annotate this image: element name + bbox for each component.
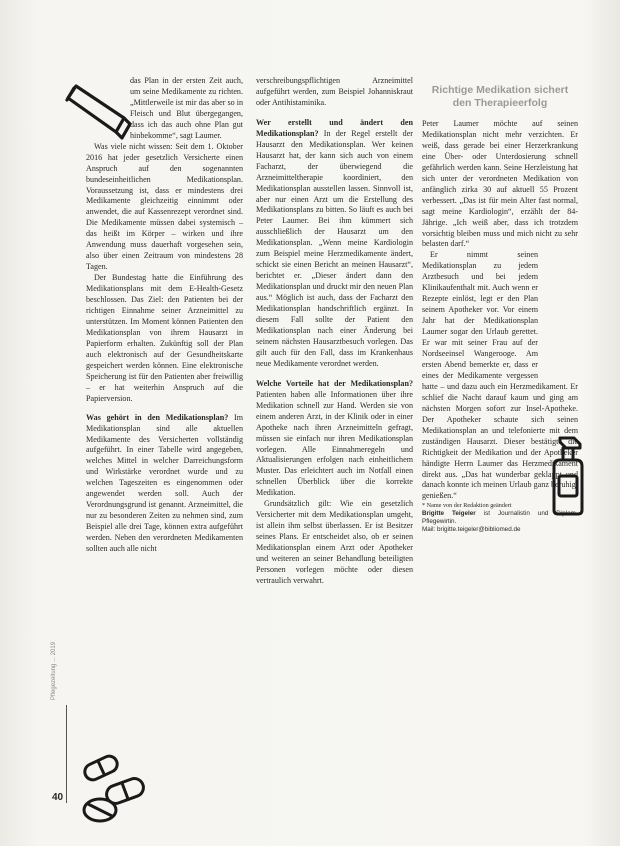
spray-bottle-icon [546,432,588,518]
side-running-label: Pflegezeitung ... 2019 [51,641,57,700]
pills-icon [80,752,152,828]
col2-paragraph-1: verschreibungspflichtigen Arzneimittel aufgeführt werden, zum Beispiel Johanniskraut oder Antihistaminika. [256,76,413,107]
col1-paragraph-3: Der Bundestag hatte die Einführung des Medikationsplans mit dem E-Health-Gesetz beschlossen. Das Ziel: den Patienten bei der richtigen Einnahme seiner Arzneimittel zu unterstützen. Im Moment können Patienten den Medikationsplan von ihrem Hausarzt in Papierform erhalten. Zukünftig soll der Plan auch elektronisch auf der Gesundheitskarte gespeichert werden können. Eine elektronische Speicherung ist für den Patienten aber freiwillig – er hat weiterhin Anspruch auf die Papierversion. [86,273,243,403]
page-margin-rule [66,705,67,803]
col1-paragraph-4: Was gehört in den Medikationsplan? Im Medikationsplan sind alle aktuellen Medikamente des Versicherten vollständig aufgeführt. In einer Tabelle wird angegeben, welches Mittel in welcher Darreichungsform und Wirkstärke verordnet wurde und zu welchen Tageszeiten es eingenommen oder angewendet werden soll. Auch der Verordnungsgrund ist genannt. Arzneimittel, die nur zu besonderen Zeiten zu nehmen sind, zum Beispiel alle drei Tage, können extra aufgeführt werden. Neben den verordneten Medikamenten sollten auch alle nicht [86,412,244,554]
sidebar-title: Richtige Medikation sichert den Therapieerfolg [431,84,569,109]
col2-paragraph-3: Welche Vorteile hat der Medikationsplan? Patienten haben alle Informationen über ihre Medikation schnell zur Hand. Werden sie von einem anderen Arzt, in der Klinik oder in einer Apotheke nach ihren Arzneimitteln gefragt, müssen sie einfach nur ihren Medikationsplan vorlegen. Alle Einnahmeregeln und Aktualisierungen erfolgen nach einheitlichem Muster. Das erleichtert auch im Notfall einen schnellen Überblick über die korrekte Medikation. [256,378,413,498]
col1-subheading: Was gehört in den Medikationsplan? [86,412,229,422]
column-1 [86,76,243,555]
col2-paragraph-4: Grundsätzlich gilt: Wie ein gesetzlich Versicherter mit dem Medikationsplan umgeht, ist allein ihm selbst überlassen. Er ist Besitzer seines Plans. Er entscheidet also, ob er seinen Medikationsplan einem Arzt oder Apotheker und weiteren an seiner Behandlung beteiligten Personen vorlegen möchte oder diesen vertraulich verwahrt. [256,499,413,585]
col3-paragraph-2: Er nimmt seinen Medikationsplan zu jedem Arztbesuch und bei jedem Klinikaufenthalt mit. Auch wenn er Rezepte einlöst, legt er den Plan seinem Apotheker vor. Vor einem Jahr hat der Medikationsplan Laumer sogar den Urlaub gerettet. Er war mit seiner Frau auf der Nordseeinsel Wangerooge. Am ersten Abend bemerkte er, dass er eines der Medikamente vergessen hatte – und dazu auch ein Herzmedikament. Er schlief die Nacht darauf kaum und ging am nächsten Morgen sofort zur Insel-Apotheke. Der Apotheker schaute sich seinen Medikationsplan an und telefonierte mit dem zuständigen Hausarzt. Dieser bestätigte die Richtigkeit der Medikation und der Apotheker händigte Herrn Laumer das Herzmedikament direkt aus. „Das hat wunderbar geklappt und danach konnte ich meinen Urlaub ganz beruhigt genießen.“ [422,250,578,501]
column-2 [256,76,413,587]
col2-paragraph-2: Wer erstellt und ändert den Medikationsplan? In der Regel erstellt der Hausarzt den Medikationsplan. Wer keinen Hausarzt hat, der kann sich auch von einem Facharzt, der überwiegend die Arzneimitteltherapie koordiniert, den Medikationsplan ausstellen lassen. Sinnvoll ist, aber nur einen Arzt um die Erstellung des Medikationsplans zu bitten. So läuft es auch bei Peter Laumer. Bei ihm kümmert sich ausschließlich der Hausarzt um den Medikationsplan. „Wenn meine Kardiologin zum Beispiel meine Herzmedikamente ändert, schickt sie einen Bericht an meinen Hausarzt“, berichtet er. „Dieser ändert dann den Medikationsplan und druckt mir den neuen Plan aus.“ Möglich ist auch, dass der Facharzt den Medikationsplan handschriftlich ergänzt. In diesem Fall sollte der Patient den Medikationsplan nach einer Änderung bei seinem nächsten Hausarztbesuch vorlegen. Das gilt auch für den Fall, dass im Krankenhaus neue Medikamente verordnet werden. [256,117,413,368]
col1-paragraph-2: Was viele nicht wissen: Seit dem 1. Oktober 2016 hat jeder gesetzlich Versicherte einen Anspruch auf den sogenannten bundeseinheitlichen Medikationsplan. Voraussetzung ist, dass er mindestens drei Medikamente gleichzeitig einnimmt oder anwendet, die auf Kassenrezept verordnet sind. Die Medikamente müssen dabei systemisch – das heißt im Körper – wirken und ihre Anwendung muss dauerhaft vorgesehen sein, also über einen Zeitraum von mindestens 28 Tagen. [86,141,243,272]
col1-paragraph-1: das Plan in der ersten Zeit auch, um seine Medikamente zu richten. „Mittlerweile ist mir das aber so in Fleisch und Blut übergegangen, dass ich das auch ohne Plan gut hinbekomme“, sagt Laumer. [130,76,243,140]
col3-paragraph-1: Peter Laumer möchte auf seinen Medikationsplan nicht mehr verzichten. Er weiß, dass gerade bei einer Herzerkrankung eine Über- oder Unterdosierung schnell gefährlich werden kann. Seine Herzleistung hat sich unter der verordneten Medikation von anfänglich zirka 30 auf aktuell 55 Prozent verbessert. „Das ist für mein Alter fast normal, sagt meine Kardiologin“, erzählt der 84-Jährige. „Ich weiß aber, dass ich trotzdem vorsichtig bleiben muss und mich nicht zu sehr belasten darf.“ [422,119,578,249]
page-number: 40 [52,792,64,803]
author-name: Brigitte Teigeler [422,510,476,518]
footnote: * Name von der Redaktion geändert [422,502,512,510]
col2-subheading-2: Welche Vorteile hat der Medikationsplan? [256,378,413,388]
author-role: ist Journalistin und Diplom-Pflegewirtin. [422,510,578,526]
author-email: Mail: brigitte.teigeler@bibliomed.de [422,525,521,533]
col2-subheading-1: Wer erstellt und ändert den Medikationsplan? [256,117,413,138]
